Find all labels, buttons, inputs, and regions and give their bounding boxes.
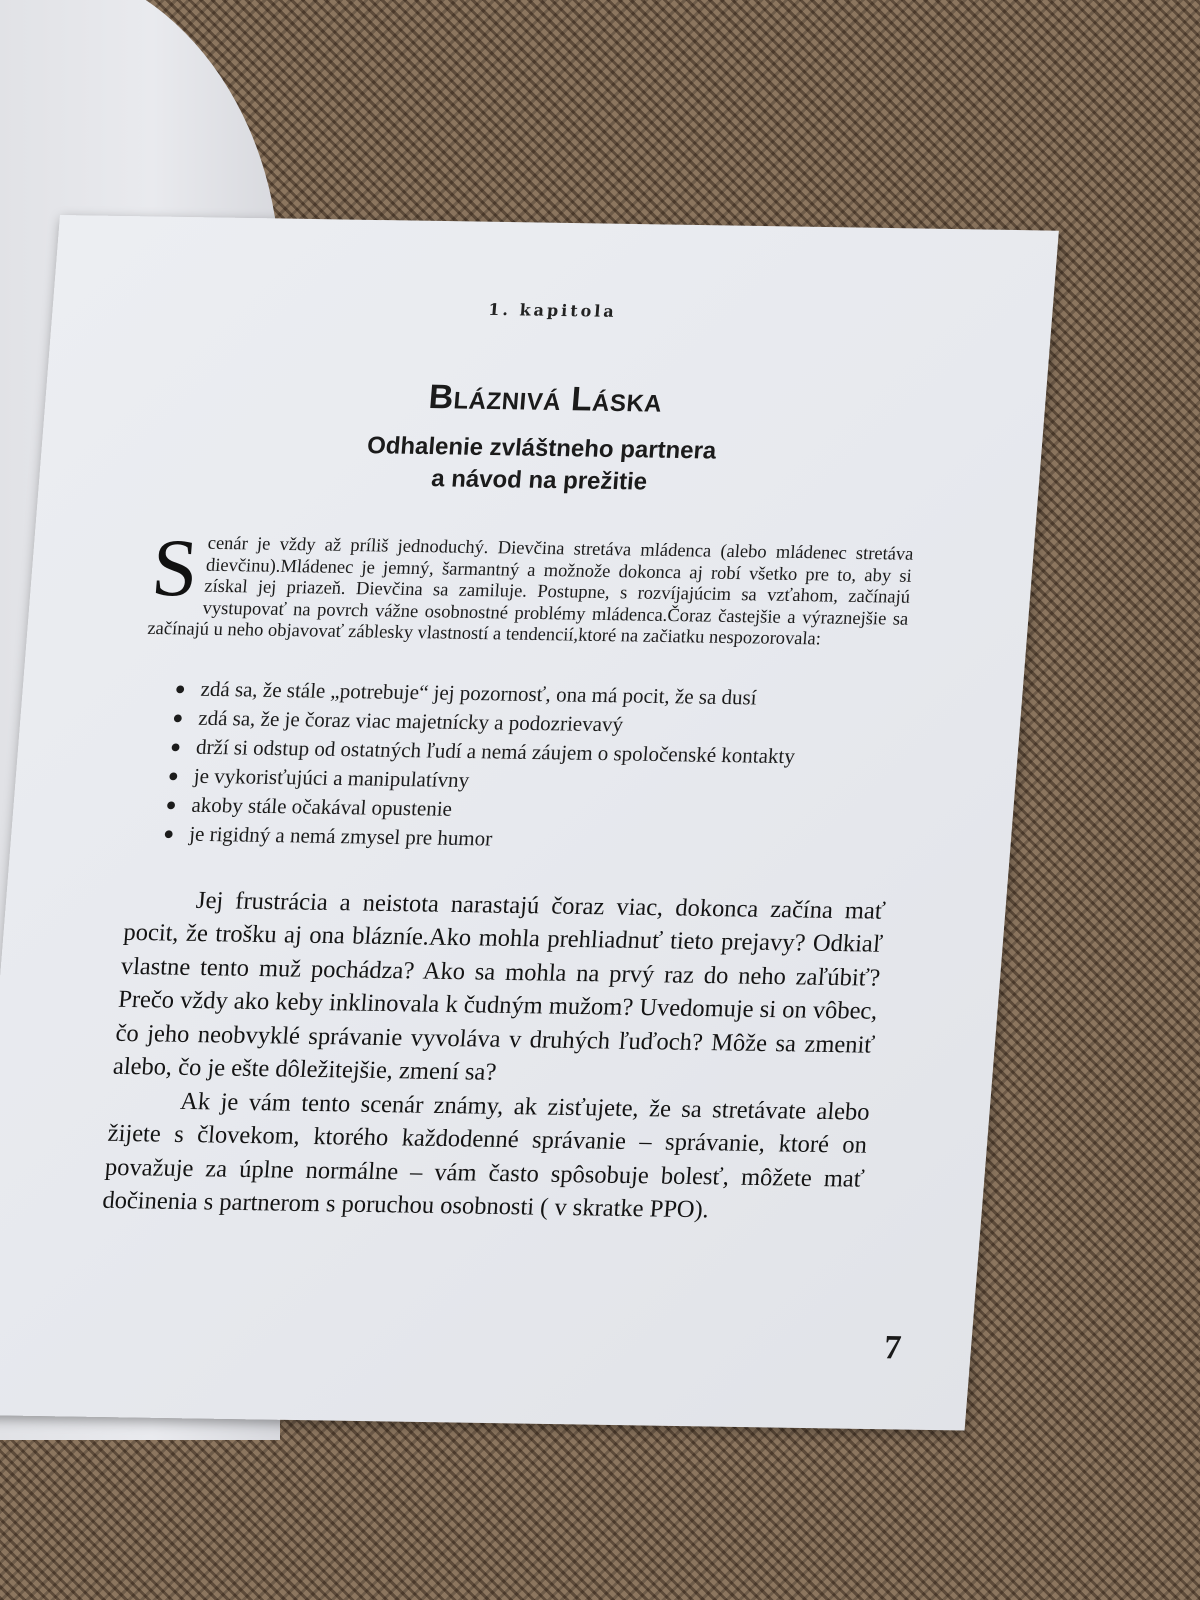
bullet-icon: ●: [164, 793, 178, 814]
subtitle-line-1: Odhalenie zvláštneho partnera: [366, 432, 718, 465]
list-item: ● je vykorisťujúci a manipulatívny: [167, 763, 471, 792]
bullet-icon: ●: [171, 706, 185, 727]
chapter-label: 1. kapitola: [487, 299, 618, 321]
body-paragraph: Jej frustrácia a neistota narastajú čoraz viac, dokonca začína mať pocit, že trošku aj ona blázníe.Ako mohla prehliadnuť tieto prejavy? Odkiaľ vlastne tento muž pochádza? Ako sa mohla na prvý raz do neho zaľúbiť? Prečo vždy ako keby inklinovala k čudným mužom? Uvedomuje si on vôbec, čo jeho neobvyklé správanie vyvoláva v druhých ľuďoch? Môže sa zmeniť alebo, čo je ešte dôležitejšie, zmení sa?: [112, 886, 887, 1086]
subtitle-line-2: a návod na prežitie: [430, 465, 649, 496]
bullet-icon: ●: [174, 677, 187, 698]
intro-paragraph: [146, 521, 915, 652]
page-number: 7: [882, 1329, 903, 1367]
intro-text: cenár je vždy až príliš jednoduchý. Dievčina stretáva mládenca (alebo mládenec stretáva dievčinu).Mládenec je jemný, šarmantný a možnože dokonca aj robí všetko pre to, aby si získal jej priazeň. Dievčina sa zamiluje. Postupne, s rozvíjajúcim sa vzťahom, začínajú vystupovať na povrch vážne osobnostné problémy mládenca.Čoraz častejšie a výraznejšie sa začínajú u neho objavovať záblesky vlastností a tendencií,ktoré na začiatku nespozorovala:: [146, 533, 915, 650]
drop-cap: S: [148, 521, 202, 614]
chapter-title: Bláznivá Láska: [427, 377, 664, 420]
page-content: [101, 217, 939, 1229]
bullet-icon: ●: [167, 764, 180, 785]
chapter-subtitle: [158, 427, 922, 503]
list-item: ● drží si odstup od ostatných ľudí a nemá záujem o spoločenské kontakty: [169, 734, 796, 768]
bullet-icon: ●: [162, 822, 176, 843]
book-page: [0, 215, 1059, 1431]
list-item: ● zdá sa, že je čoraz viac majetnícky a podozrievavý: [171, 705, 625, 736]
list-item: ● je rigidný a nemá zmysel pre humor: [162, 821, 494, 850]
list-item: ● zdá sa, že stále „potrebuje“ jej pozornosť, ona má pocit, že sa dusí: [174, 676, 758, 709]
bullet-icon: ●: [169, 735, 182, 756]
trait-list: [130, 674, 903, 858]
list-item: ● akoby stále očakával opustenie: [164, 792, 454, 821]
body-paragraph: Ak je vám tento scenár známy, ak zisťujete, že sa stretávate alebo žijete s človekom, ktorého každodenné správanie – správanie, ktoré on považuje za úplne normálne – vám často spôsobuje bolesť, môžete mať dočinenia s partnerom s poruchou osobnosti ( v skratke PPO).: [101, 1087, 871, 1224]
